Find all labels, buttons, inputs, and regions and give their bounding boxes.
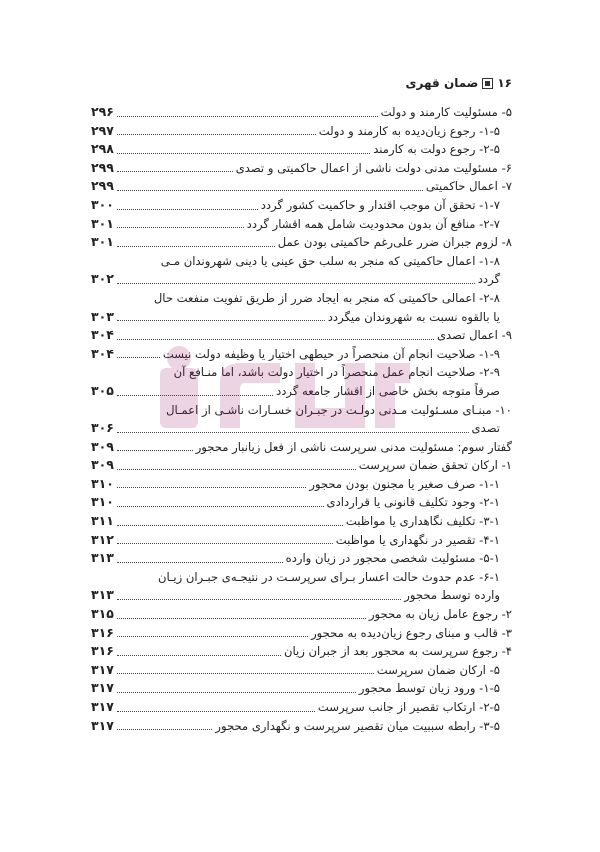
toc-entry-page: ۳۱۷	[91, 680, 114, 696]
toc-entry-title: ۵-۱- مسئولیت شخصی محجور در زیان وارده	[285, 551, 500, 566]
dot-leader	[117, 227, 244, 228]
dot-leader	[117, 395, 273, 396]
toc-entry-title: ۲-۵- ارتکاب تقصیر از جانب سرپرست	[317, 700, 500, 714]
toc-entry-page: ۳۰۰	[91, 196, 114, 212]
toc-entry	[91, 159, 512, 178]
toc-entry-title: ۲-۹- صلاحیت انجام عمل منحصراً در اختیار دولت باشد، اما منـافع آن	[173, 365, 500, 380]
dot-leader	[117, 729, 212, 730]
toc-entry-page: ۳۰۱	[91, 234, 114, 250]
toc-entry-page: ۲۹۶	[91, 104, 114, 119]
toc-entry	[91, 456, 512, 475]
dot-leader	[117, 543, 333, 544]
toc-entry-page: ۳۰۵	[91, 382, 114, 398]
toc-entry-title: ۳-۱- تکلیف نگاهداری یا مواظبت	[345, 514, 500, 529]
dot-leader	[117, 357, 160, 358]
toc-entry	[91, 438, 512, 457]
toc-entry-page: ۳۱۶	[91, 643, 114, 659]
dot-leader	[117, 190, 423, 191]
toc-entry-page: ۳۰۴	[91, 327, 114, 343]
dot-leader	[117, 432, 469, 433]
toc-entry-page: ۲۹۹	[91, 159, 114, 175]
toc-entry-page: ۳۱۳	[91, 587, 114, 603]
toc-entry	[91, 698, 512, 717]
toc-entry-title: صرفاً متوجه بخش خاصی از اقشار جامعه گردد	[276, 383, 500, 398]
dot-leader	[117, 134, 316, 135]
dot-leader	[117, 153, 370, 154]
toc-entry-page: ۳۰۱	[91, 215, 114, 231]
toc-entry-title: ۱۰- مبنـای مسـئولیت مـدنی دولـت در جبـران خسـارات ناشـی از اعمـال	[166, 402, 512, 417]
toc-entry	[91, 419, 512, 438]
toc-entry-page: ۳۰۶	[91, 420, 114, 436]
toc-entry-title: ۵- مسئولیت کارمند و دولت	[380, 105, 512, 119]
toc-entry-page: ۲۹۸	[91, 141, 114, 157]
toc-entry-page: ۳۱۷	[91, 661, 114, 677]
toc-entry-page: ۳۰۴	[91, 345, 114, 361]
toc-entry-title: ۶- مسئولیت مدنی دولت ناشی از اعمال حاکمیتی و تصدی	[235, 160, 512, 175]
toc-entry	[91, 363, 512, 382]
toc-entry-title: ۱-۷- تحقق آن موجب اقتدار و حاکمیت کشور گردد	[260, 197, 500, 212]
toc-entry-page: ۳۱۵	[91, 606, 114, 622]
toc-entry	[91, 401, 512, 420]
toc-entry-title: ۲-۷- منافع آن بدون محدودیت شامل همه اقشار گردد	[246, 216, 500, 231]
toc-entry	[91, 196, 512, 215]
toc-entry-title: ۴-۱- تقصیر در نگهداری یا مواظبت	[335, 532, 500, 547]
dot-leader	[117, 655, 281, 656]
toc-entry-title: ۴- رجوع سرپرست به محجور بعد از جبران زیان	[283, 644, 512, 659]
dot-leader	[117, 450, 193, 451]
toc-entry-page: ۳۱۲	[91, 531, 114, 547]
dot-leader	[117, 711, 315, 712]
toc-entry	[91, 215, 512, 234]
toc-entry-title: ۳-۵- رابطه سببیت میان تقصیر سرپرست و نگهداری محجور	[215, 718, 500, 733]
dot-leader	[117, 283, 475, 284]
dot-leader	[117, 636, 308, 637]
toc-entry-page: ۳۱۷	[91, 717, 114, 733]
toc-entry	[91, 586, 512, 605]
toc-entry-title: ۱-۹- صلاحیت انجام آن منحصراً در حیطهی اختیار یا وظیفه دولت نیست	[162, 346, 500, 361]
dot-leader	[117, 562, 283, 563]
toc-entry-page: ۳۱۱	[91, 513, 114, 529]
page-number: ۱۶	[497, 76, 512, 90]
toc-entry-title: ۲-۵- رجوع دولت به کارمند	[373, 142, 500, 157]
toc-entry	[91, 140, 512, 159]
toc-entry	[91, 549, 512, 568]
dot-leader	[117, 487, 306, 488]
dot-leader	[117, 673, 374, 674]
toc-entry-page: ۲۹۹	[91, 178, 114, 194]
toc-entry-title: ۱-۸- اعمال حاکمیتی که منجر به سلب حق عینی یا دینی شهروندان مـی	[160, 253, 500, 268]
dot-leader	[117, 692, 356, 693]
toc-entry-title: ۲-۸- اعمالی حاکمیتی که منجر به ایجاد ضرر از طریق تفویت منفعت حال	[153, 290, 500, 305]
toc-entry-title: گفتار سوم: مسئولیت مدنی سرپرست ناشی از فعل زیانبار محجور	[195, 439, 512, 454]
toc-entry-title: ۹- اعمال تصدی	[436, 328, 512, 343]
dot-leader	[117, 320, 325, 321]
toc-entry	[91, 177, 512, 196]
toc-entry	[91, 103, 512, 122]
toc-entry-title: ۸- لزوم جبران ضرر علی‌رغم حاکمیتی بودن عمل	[277, 235, 512, 250]
toc-entry-title: ۲- رجوع عامل زیان به محجور	[368, 607, 512, 622]
toc-entry	[91, 512, 512, 531]
toc-entry-page: ۲۹۷	[91, 122, 114, 138]
toc-entry-page: ۳۰۳	[91, 308, 114, 324]
toc-entry-page: ۳۰۹	[91, 438, 114, 454]
dot-leader	[117, 209, 258, 210]
toc-entry	[91, 326, 512, 345]
toc-entry-title: تصدی	[471, 421, 500, 436]
book-title: ضمان قهری	[405, 76, 479, 90]
table-of-contents	[91, 103, 512, 735]
dot-leader	[117, 116, 378, 117]
toc-entry-page: ۳۰۹	[91, 457, 114, 473]
toc-entry-title: ۳- قالب و مبنای رجوع زیان‌دیده به محجور	[311, 625, 512, 640]
toc-entry	[91, 122, 512, 141]
toc-entry	[91, 568, 512, 587]
page-header	[406, 76, 512, 90]
toc-entry-page: ۳۰۲	[91, 271, 114, 287]
dot-leader	[117, 599, 401, 600]
dot-leader	[117, 506, 324, 507]
toc-entry-title: ۱- ارکان تحقق ضمان سرپرست	[358, 458, 512, 473]
toc-entry	[91, 475, 512, 494]
toc-entry	[91, 624, 512, 643]
dot-leader	[117, 171, 233, 172]
dot-leader	[117, 618, 366, 619]
toc-entry-title: ۷- اعمال حاکمیتی	[425, 179, 512, 194]
toc-entry	[91, 642, 512, 661]
toc-entry-page: ۳۱۷	[91, 699, 114, 714]
toc-entry	[91, 382, 512, 401]
toc-entry-page: ۳۱۳	[91, 550, 114, 566]
toc-entry	[91, 531, 512, 550]
toc-entry-page: ۳۱۰	[91, 494, 114, 510]
square-ornament-icon	[482, 78, 493, 89]
toc-entry	[91, 345, 512, 364]
toc-entry-title: ۲-۱- وجود تکلیف قانونی یا قراردادی	[326, 495, 500, 510]
toc-entry	[91, 270, 512, 289]
toc-entry-page: ۳۱۶	[91, 624, 114, 640]
toc-entry	[91, 233, 512, 252]
toc-entry-title: وارده توسط محجور	[404, 588, 500, 603]
toc-entry-title: ۱-۱- صرف صغیر یا مجنون بودن محجور	[309, 476, 500, 491]
dot-leader	[117, 525, 343, 526]
toc-entry-page: ۳۱۰	[91, 475, 114, 491]
toc-entry-title: یا بالقوه نسبت به شهروندان میگردد	[327, 309, 500, 324]
toc-entry	[91, 605, 512, 624]
toc-entry	[91, 493, 512, 512]
toc-entry-title: گردد	[477, 272, 500, 287]
toc-entry	[91, 308, 512, 327]
toc-entry-title: ۶-۱- عدم حدوث حالت اعسار بـرای سرپرسـت در نتیجـه‌ی جبـران زیـان	[157, 569, 500, 584]
dot-leader	[117, 246, 275, 247]
toc-entry	[91, 679, 512, 698]
toc-entry-title: ۵- ارکان ضمان سرپرست	[376, 662, 500, 677]
toc-entry	[91, 661, 512, 680]
toc-entry	[91, 289, 512, 308]
toc-entry	[91, 252, 512, 271]
toc-entry-title: ۱-۵- رجوع زیان‌دیده به کارمند و دولت	[318, 123, 500, 138]
dot-leader	[117, 469, 356, 470]
dot-leader	[117, 339, 434, 340]
toc-entry	[91, 717, 512, 736]
toc-entry-title: ۱-۵- ورود زیان توسط محجور	[358, 681, 500, 696]
